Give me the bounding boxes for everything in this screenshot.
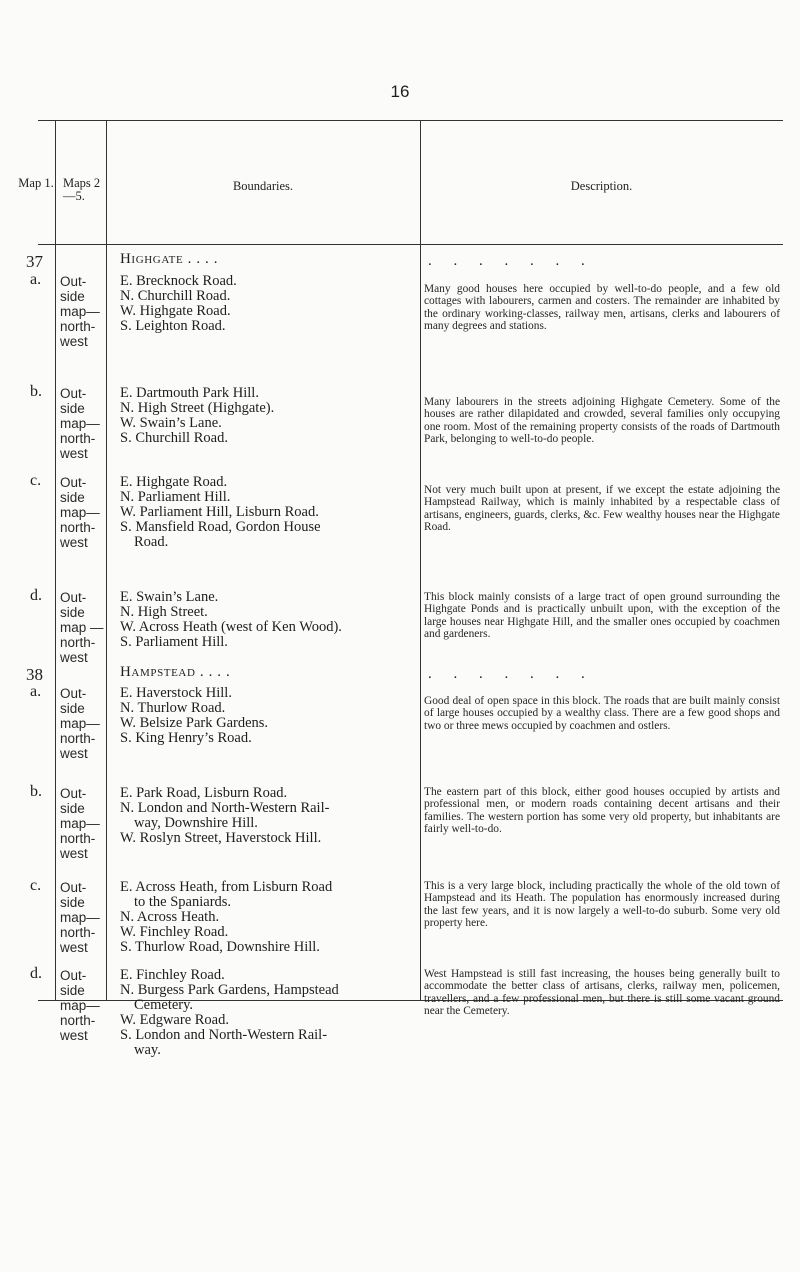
boundary-line: S. Leighton Road. [120,318,226,334]
maps-reference-line: Out- [60,968,87,983]
maps-reference-line: map— [60,716,100,731]
header-maps [63,177,103,203]
maps-reference-line: side [60,605,85,620]
maps-reference [60,590,104,665]
block-description: Many good houses here occupied by well-to-do people, and a few old cottages with labourers, carmen and costers. The remainder are inhabited by the ordinary working-classes, railway men, artisans, clerks and labourers of many degrees and stations. [424,283,780,333]
block-description: Not very much built upon at present, if we except the estate adjoining the Hampstead Railway, which is mainly inhabited by a respectable class of artisans, engineers, guards, clerks, &c. Few wealthy houses near the Highgate Road. [424,484,780,534]
maps-reference-line: Out- [60,880,87,895]
block-letter: c. [30,877,42,894]
boundary-line: way. [134,1042,161,1058]
maps-reference-line: north- [60,925,96,940]
boundaries-list [120,475,420,550]
boundary-line: N. Churchill Road. [120,288,231,304]
maps-reference-line: map — [60,620,104,635]
maps-reference-line: west [60,1028,88,1043]
maps-reference-line: side [60,401,85,416]
boundary-line: E. Across Heath, from Lisburn Road [120,879,333,895]
maps-reference-line: north- [60,319,96,334]
column-divider-3 [420,120,421,1000]
header-boundaries-label: Boundaries. [232,179,294,193]
maps-reference [60,686,104,761]
maps-reference-line: west [60,846,88,861]
boundary-line: Road. [134,534,169,550]
boundary-line: S. London and North-Western Rail- [120,1027,328,1043]
boundary-line: N. Thurlow Road. [120,700,226,716]
maps-reference-line: west [60,446,88,461]
maps-reference-line: north- [60,731,96,746]
block-letter: a. [30,271,42,288]
maps-reference-line: west [60,535,88,550]
maps-reference-line: side [60,490,85,505]
boundary-line: E. Highgate Road. [120,474,228,490]
boundary-line: Cemetery. [134,997,194,1013]
maps-reference [60,475,104,550]
maps-reference-line: side [60,289,85,304]
boundaries-list [120,968,420,1058]
boundaries-list [120,686,420,746]
boundary-line: W. Highgate Road. [120,303,231,319]
block-letter: d. [30,965,42,982]
district-name: Hampstead . . . . [120,664,231,680]
boundary-line: S. Churchill Road. [120,430,228,446]
block-description: The eastern part of this block, either good houses occupied by artists and professional men, or modern roads containing decent artisans and their families. The western portion has some very old property, but inhabitants are fairly well-to-do. [424,786,780,836]
block-description: This block mainly consists of a large tract of open ground surrounding the Highgate Ponds and is practically unbuilt upon, with the exception of the large houses near Highgate Hill, and the smaller ones occupied by coachmen and gardeners. [424,591,780,641]
maps-reference-line: map— [60,998,100,1013]
boundary-line: W. Belsize Park Gardens. [120,715,269,731]
block-letter: b. [30,383,42,400]
description-leader-dots: . . . . . . . [428,666,594,682]
district-name: Highgate . . . . [120,251,219,267]
maps-reference [60,386,104,461]
boundary-line: E. Park Road, Lisburn Road. [120,785,288,801]
maps-reference [60,786,104,861]
boundary-line: S. Thurlow Road, Downshire Hill. [120,939,320,955]
boundary-line: N. London and North-Western Rail- [120,800,330,816]
header-map [18,177,54,190]
maps-reference-line: Out- [60,386,87,401]
boundary-line: E. Finchley Road. [120,967,225,983]
maps-reference-line: side [60,983,85,998]
maps-reference-line: Out- [60,686,87,701]
maps-reference [60,880,104,955]
header-boundaries [106,180,420,193]
maps-reference-line: side [60,801,85,816]
maps-reference-line: side [60,895,85,910]
column-divider-2 [106,120,107,1000]
maps-reference-line: Out- [60,475,87,490]
maps-reference-line: west [60,650,88,665]
header-rule [38,244,783,245]
boundary-line: to the Spaniards. [134,894,232,910]
page-number: 16 [390,82,410,101]
boundary-line: N. Across Heath. [120,909,220,925]
header-map-label: Map 1. [18,176,54,190]
table-top-rule [38,120,783,121]
boundary-line: N. High Street (Highgate). [120,400,275,416]
boundary-line: S. King Henry’s Road. [120,730,252,746]
block-description: West Hampstead is still fast increasing, the houses being generally built to accommodate the better class of artisans, clerks, railway men, policemen, travellers, and a few professional men, but there is still some vacant ground near the Cemetery. [424,968,780,1018]
maps-reference-line: map— [60,505,100,520]
boundary-line: E. Swain’s Lane. [120,589,219,605]
maps-reference-line: Out- [60,274,87,289]
map-number: 37 [26,252,43,271]
maps-reference [60,968,104,1043]
block-description: Many labourers in the streets adjoining Highgate Cemetery. Some of the houses are rather dilapidated and crowded, several families only occupying one room. Most of the remaining property consists of the roads of Dartmouth Park, belonging to well-to-do people. [424,396,780,446]
maps-reference-line: map— [60,416,100,431]
block-letter: c. [30,472,42,489]
boundary-line: E. Haverstock Hill. [120,685,232,701]
boundaries-list [120,386,420,446]
maps-reference-line: map— [60,910,100,925]
maps-reference-line: Out- [60,590,87,605]
maps-reference-line: north- [60,431,96,446]
maps-reference-line: Out- [60,786,87,801]
header-maps-label: Maps 2—5. [63,176,101,203]
maps-reference-line: map— [60,304,100,319]
maps-reference-line: north- [60,1013,96,1028]
maps-reference-line: north- [60,831,96,846]
boundary-line: N. Parliament Hill. [120,489,231,505]
column-divider-1 [55,120,56,1000]
boundaries-list [120,590,420,650]
block-description: This is a very large block, including practically the whole of the old town of Hampstead and its Heath. The population has enormously increased during the last few years, and it is now largely a well-to-do suburb. Some very old property here. [424,880,780,930]
maps-reference [60,274,104,349]
header-description-label: Description. [570,179,633,193]
boundary-line: way, Downshire Hill. [134,815,258,831]
maps-reference-line: west [60,746,88,761]
header-description [420,180,783,193]
maps-reference-line: north- [60,635,96,650]
boundary-line: S. Parliament Hill. [120,634,228,650]
block-description: Good deal of open space in this block. The roads that are built mainly consist of large houses occupied by a wealthy class. There are a few good shops and two or three mews occupied by coachmen and ostlers. [424,695,780,732]
boundary-line: W. Swain’s Lane. [120,415,222,431]
maps-reference-line: map— [60,816,100,831]
boundary-line: W. Across Heath (west of Ken Wood). [120,619,342,635]
boundary-line: N. High Street. [120,604,208,620]
block-letter: d. [30,587,42,604]
maps-reference-line: side [60,701,85,716]
maps-reference-line: north- [60,520,96,535]
boundary-line: W. Edgware Road. [120,1012,229,1028]
block-letter: b. [30,783,42,800]
boundary-line: N. Burgess Park Gardens, Hampstead [120,982,339,998]
boundary-line: E. Brecknock Road. [120,273,237,289]
boundary-line: S. Mansfield Road, Gordon House [120,519,321,535]
map-number: 38 [26,665,43,684]
maps-reference-line: west [60,334,88,349]
description-leader-dots: . . . . . . . [428,253,594,269]
boundaries-list [120,274,420,334]
boundary-line: E. Dartmouth Park Hill. [120,385,259,401]
boundary-line: W. Roslyn Street, Haverstock Hill. [120,830,322,846]
boundaries-list [120,880,420,955]
boundaries-list [120,786,420,846]
boundary-line: W. Parliament Hill, Lisburn Road. [120,504,319,520]
boundary-line: W. Finchley Road. [120,924,229,940]
maps-reference-line: west [60,940,88,955]
block-letter: a. [30,683,42,700]
